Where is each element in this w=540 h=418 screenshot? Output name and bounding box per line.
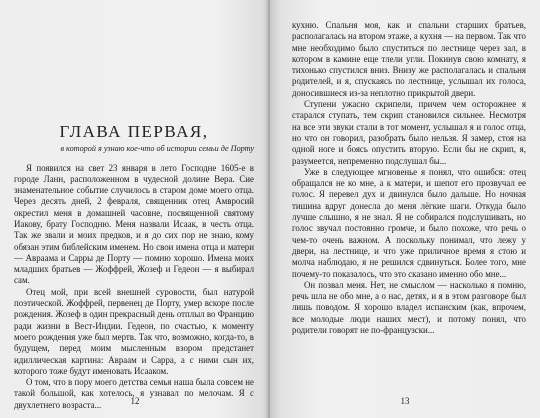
paragraph: кухню. Спальня моя, как и спальни старших братьев, располагалась на втором этаже, а кухня — на первом. Так что мне необходимо было спуститься по лестнице через зал, в котором в камине еще тлели угли. Покинув свою комнату, я тихонько спустился вниз. Внизу же располагалась и спальня родителей, и я, спускаясь по лестнице, услышал их голоса, доносившиеся из-за неплотно прикрытой двери. <box>292 20 526 98</box>
page-number: 13 <box>400 396 410 406</box>
paragraph: Ступени ужасно скрипели, причем чем осторожнее я старался ступать, тем скрип становился сильнее. Несмотря на все эти звуки стали в тот момент, услышал я и голос отца, но что он говорил, разобрать было нельзя. Я замер, стоя на одной ноге и боясь опустить вторую. Если бы не скрип, я, разумеется, непременно подслушал бы... <box>292 99 526 166</box>
left-page-body <box>14 163 254 412</box>
chapter-title: ГЛАВА ПЕРВАЯ, <box>59 122 209 141</box>
right-page <box>270 0 540 418</box>
paragraph: Отец мой, при всей внешней суровости, был натурой поэтической. Жоффрей, первенец де Порту, умер вскоре после рождения. Жозеф в один прекрасный день отплыл во Францию ради жизни в Вест-Индии. Гедеон, по счастью, к моменту моего рождения уже был мертв. Так что, возможно, когда-то, в будущем, перед моим мысленным взором предстанет идиллическая картина: Авраам и Сарра, а с ними сын их, которого тоже будут именовать Исааком. <box>14 286 254 376</box>
paragraph: Я появился на свет 23 января в лето Господне 1605-е в городе Ланн, расположенном в чудесной долине Вера. Сие знаменательное событие случилось в старом доме моего отца. Через десять дней, 2 февраля, священник отец Амвросий окрестил меня в домашней часовне, посвященной святому Иакову, брату Господню. Меня назвали Исаак, в честь отца. Так же звали и моих предков, и я до сих пор не знаю, кому обязан этим библейским именем. Но свои имена отца и матери — Авраама и Сарры де Порту — помню хорошо. Имена моих младших братьев — Жоффрей, Жозеф и Гедеон — я выбирал сам. <box>14 162 254 286</box>
chapter-subtitle: в которой я узнаю кое-что об истории семьи де Порту <box>60 144 254 153</box>
right-page-body <box>292 0 526 336</box>
paragraph: Он позвал меня. Нет, не смыслом — насколько я помню, речь шла не обо мне, а о нас, детях, и я в этом разговоре был лишь поводом. Я хорошо владел испанским (как, впрочем, все молодые люди наших мест), и потому понял, что родители говорят не по-французски... <box>292 279 526 336</box>
page-number: 12 <box>130 396 140 406</box>
paragraph: О том, что в пору моего детства семья наша была совсем не такой большой, как хотелось, я узнавал по мелочам. Я с двухлетнего возраста... <box>14 377 254 410</box>
paragraph: Уже в следующее мгновенье я понял, что ошибся: отец обращался не ко мне, а к матери, и шепот его прозвучал ее голос. Я перевел дух и двинулся было дальше. Но ночная тишина вдруг донесла до меня лёгкие шаги. Откуда было лучше слышно, я не знал. Я не собирался подслушивать, но голос звучал постоянно громче, и было похоже, что речь о чем-то очень важном. А поскольку понимал, что лежу у двери, на лестнице, и что уже приличное время я стою и молча наблюдаю, я не решился сдвинуться. Более того, мне почему-то показалось, что это сказано именно обо мне... <box>292 166 526 279</box>
